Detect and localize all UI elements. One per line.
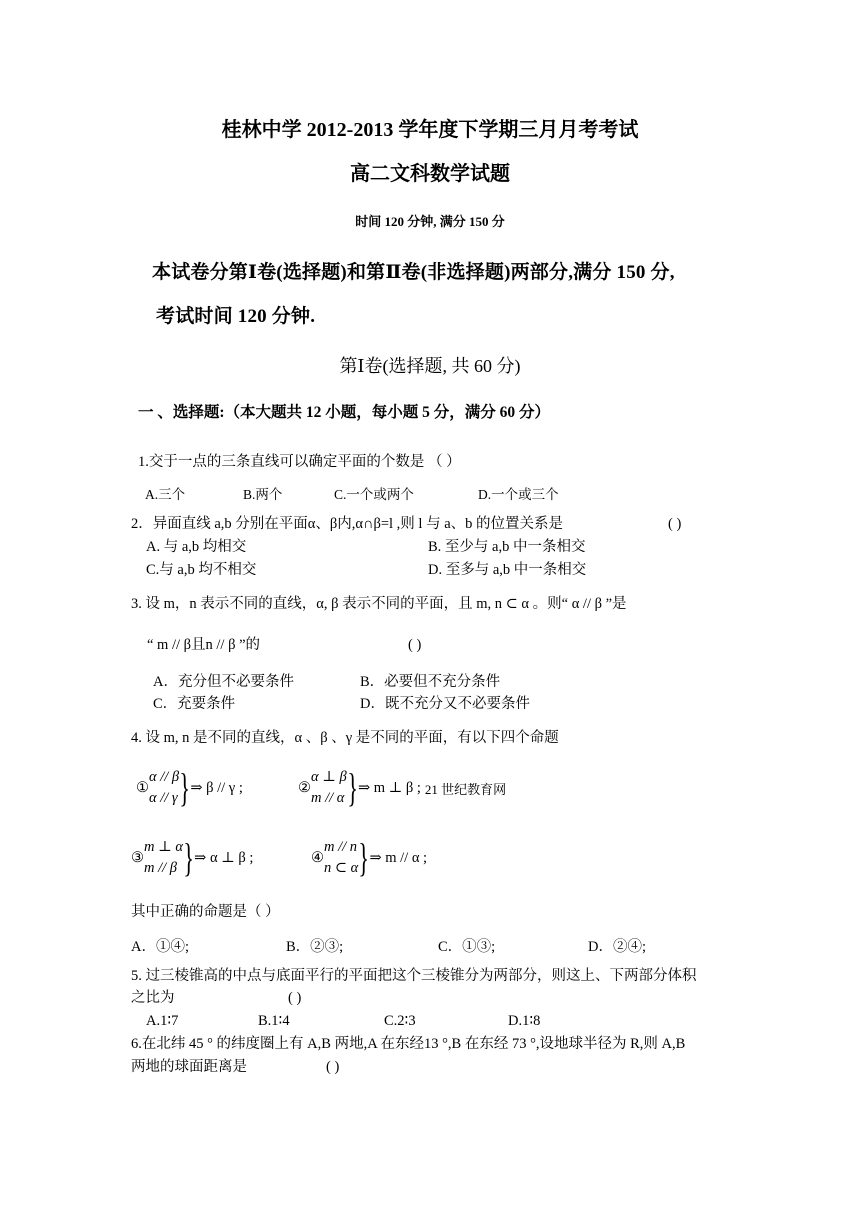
q1-option-a: A.三个	[145, 487, 186, 502]
q3-option-c: C．充要条件	[153, 696, 236, 712]
q2-stem: 2．异面直线 a,b 分别在平面α、β内,α∩β=l ,则 l 与 a、b 的位置关系是	[131, 516, 564, 532]
q4-p3-number: ③	[131, 849, 144, 866]
q5-answer-paren: ( )	[288, 990, 302, 1006]
q4-p1-conclusion: ⇒ β // γ ;	[190, 779, 243, 796]
q4-p1-number: ①	[136, 779, 149, 796]
intro-line-2: 考试时间 120 分钟.	[156, 306, 316, 327]
q3-option-a: A．充分但不必要条件	[153, 674, 294, 690]
section1-title: 一 、选择题:（本大题共 12 小题，每小题 5 分，满分 60 分）	[138, 404, 551, 421]
q1-option-d: D.一个或三个	[478, 487, 559, 502]
q2-option-d: D. 至多与 a,b 中一条相交	[428, 562, 587, 578]
q5-option-c: C.2∶3	[384, 1013, 416, 1029]
q4-p4-number: ④	[311, 849, 324, 866]
q2-option-c: C.与 a,b 均不相交	[146, 562, 257, 578]
q5-option-a: A.1∶7	[146, 1013, 179, 1029]
q4-proposition-2	[298, 767, 506, 809]
q4-p2-premise-top: α ⊥ β	[311, 769, 347, 785]
q2-option-a: A. 与 a,b 均相交	[146, 539, 247, 555]
q3-option-d: D．既不充分又不必要条件	[360, 696, 530, 712]
intro-line-1: 本试卷分第Ⅰ卷(选择题)和第Ⅱ卷(非选择题)两部分,满分 150 分,	[152, 262, 675, 283]
q6-stem-2: 两地的球面距离是	[131, 1059, 247, 1075]
time-note: 时间 120 分钟, 满分 150 分	[355, 214, 505, 229]
right-brace-icon: }	[183, 835, 194, 881]
q5-option-d: D.1∶8	[508, 1013, 541, 1029]
q4-proposition-3	[131, 837, 253, 879]
q4-option-d: D．②④;	[588, 939, 646, 955]
q4-proposition-1	[136, 767, 243, 809]
q3-stem-2: “ m // β且n // β ”的	[147, 637, 261, 653]
q4-p2-premise-bottom: m // α	[311, 790, 345, 807]
q1-option-c: C.一个或两个	[334, 487, 414, 502]
q4-proposition-4	[311, 837, 427, 879]
q4-option-a: A．①④;	[131, 939, 189, 955]
right-brace-icon: }	[179, 765, 191, 811]
q4-p2-note: 21 世纪教育网	[424, 781, 507, 797]
q4-p2-number: ②	[298, 779, 311, 796]
q4-p3-conclusion: ⇒ α ⊥ β ;	[194, 849, 254, 866]
q4-p1-premise-bottom: α // γ	[149, 790, 178, 807]
q5-stem: 5. 过三棱锥高的中点与底面平行的平面把这个三棱锥分为两部分，则这上、下两部分体积	[131, 968, 697, 984]
q1-stem: 1.交于一点的三条直线可以确定平面的个数是 （ ）	[138, 454, 461, 470]
q6-answer-paren: ( )	[326, 1059, 340, 1075]
q4-p4-conclusion: ⇒ m // α ;	[369, 849, 428, 866]
q4-question: 其中正确的命题是（ ）	[131, 904, 280, 920]
q4-stem: 4. 设 m, n 是不同的直线，α 、β 、γ 是不同的平面，有以下四个命题	[131, 730, 559, 746]
q2-option-b: B. 至少与 a,b 中一条相交	[428, 539, 586, 555]
q4-option-c: C．①③;	[438, 939, 496, 955]
q4-p2-conclusion: ⇒ m ⊥ β ;	[357, 779, 421, 796]
exam-title: 桂林中学 2012-2013 学年度下学期三月月考考试	[221, 119, 639, 141]
q4-p3-premise-bottom: m // β	[144, 860, 178, 877]
q1-option-b: B.两个	[243, 487, 283, 502]
right-brace-icon: }	[358, 835, 370, 881]
exam-subtitle: 高二文科数学试题	[350, 163, 510, 185]
q5-option-b: B.1∶4	[258, 1013, 290, 1029]
q4-p1-premise-top: α // β	[149, 769, 180, 785]
q3-answer-paren: ( )	[408, 637, 422, 653]
part1-title: 第Ⅰ卷(选择题, 共 60 分)	[339, 356, 521, 376]
q4-p4-premise-bottom: n ⊂ α	[324, 860, 359, 877]
q3-stem: 3. 设 m，n 表示不同的直线，α, β 表示不同的平面，且 m, n ⊂ α 。则“ α // β ”是	[131, 596, 627, 612]
q4-option-b: B．②③;	[286, 939, 344, 955]
q6-stem: 6.在北纬 45 ° 的纬度圈上有 A,B 两地,A 在东经13 °,B 在东经 73 °,设地球半径为 R,则 A,B	[131, 1036, 686, 1052]
q5-stem-2: 之比为	[131, 990, 175, 1006]
right-brace-icon: }	[347, 765, 358, 811]
q4-p4-premise-top: m // n	[324, 839, 358, 855]
q2-answer-paren: ( )	[668, 516, 682, 532]
q4-p3-premise-top: m ⊥ α	[144, 839, 183, 855]
q3-option-b: B．必要但不充分条件	[360, 674, 501, 690]
